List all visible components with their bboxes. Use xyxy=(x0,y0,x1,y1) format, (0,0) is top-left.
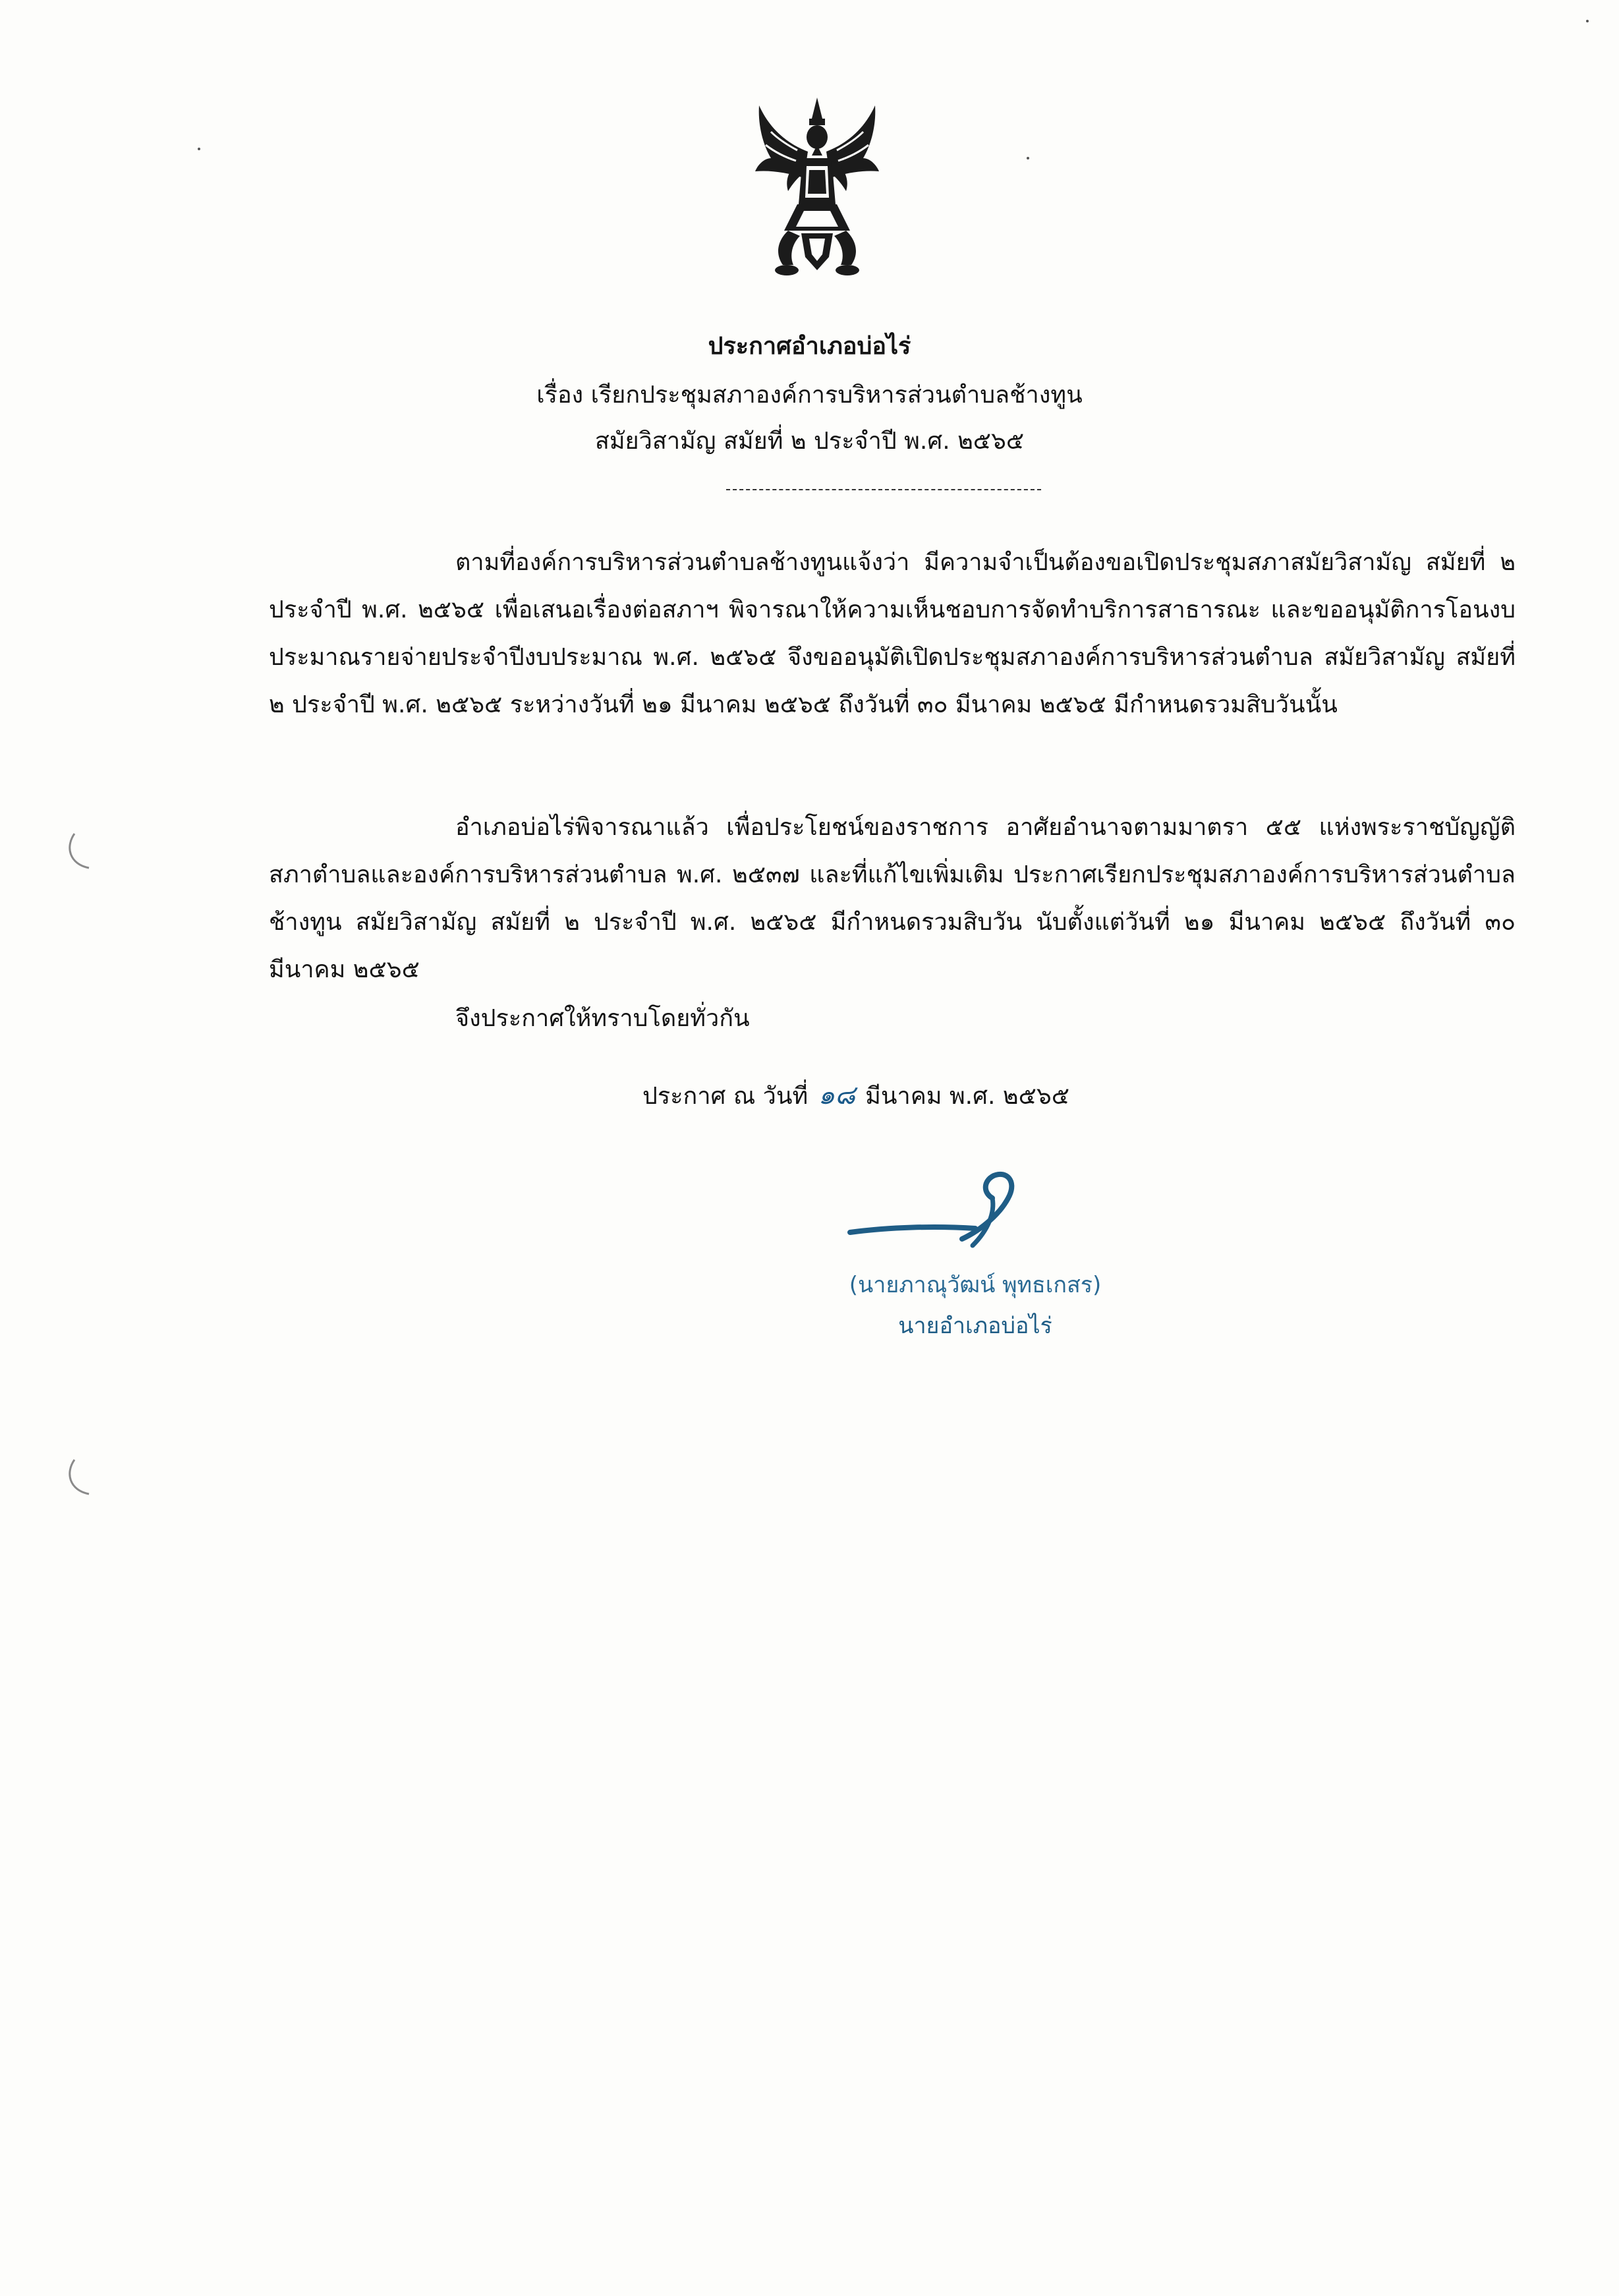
scan-speck xyxy=(1027,157,1029,159)
scan-speck xyxy=(1586,20,1589,22)
signer-position: นายอำเภอบ่อไร่ xyxy=(898,1313,1052,1339)
body-paragraph-1: ตามที่องค์การบริหารส่วนตำบลช้างทูนแจ้งว่า มีความจำเป็นต้องขอเปิดประชุมสภาสมัยวิสามัญ สมัยที่ ๒ ประจำปี พ.ศ. ๒๕๖๕ เพื่อเสนอเรื่องต่อสภาฯ พิจารณาให้ความเห็นชอบการจัดทำบริการสาธารณะ และขออนุมัติการโอนงบประมาณรายจ่ายประจำปีงบประมาณ พ.ศ. ๒๕๖๕ จึงขออนุมัติเปิดประชุมสภาองค์การบริหารส่วนตำบล สมัยวิสามัญ สมัยที่ ๒ ประจำปี พ.ศ. ๒๕๖๕ ระหว่างวันที่ ๒๑ มีนาคม ๒๕๖๕ ถึงวันที่ ๓๐ มีนาคม ๒๕๖๕ มีกำหนดรวมสิบวันนั้น xyxy=(269,549,1516,718)
notice-subject: เรื่อง เรียกประชุมสภาองค์การบริหารส่วนตำบลช้างทูน xyxy=(536,382,1083,409)
dateline-suffix: มีนาคม พ.ศ. ๒๕๖๕ xyxy=(865,1083,1069,1110)
dateline-day-handwritten: ๑๘ xyxy=(818,1080,855,1110)
title-divider xyxy=(726,489,1041,490)
scan-speck xyxy=(198,148,200,150)
punch-hole-mark xyxy=(63,827,109,873)
announcement-dateline xyxy=(642,1079,1069,1112)
garuda-emblem xyxy=(751,92,883,290)
body-paragraph-2: อำเภอบ่อไร่พิจารณาแล้ว เพื่อประโยชน์ของราชการ อาศัยอำนาจตามมาตรา ๕๕ แห่งพระราชบัญญัติสภาตำบลและองค์การบริหารส่วนตำบล พ.ศ. ๒๕๓๗ และที่แก้ไขเพิ่มเติม ประกาศเรียกประชุมสภาองค์การบริหารส่วนตำบลช้างทูน สมัยวิสามัญ สมัยที่ ๒ ประจำปี พ.ศ. ๒๕๖๕ มีกำหนดรวมสิบวัน นับตั้งแต่วันที่ ๒๑ มีนาคม ๒๕๖๕ ถึงวันที่ ๓๐ มีนาคม ๒๕๖๕ xyxy=(269,814,1516,983)
handwritten-signature xyxy=(837,1166,1048,1272)
dateline-prefix: ประกาศ ณ วันที่ xyxy=(642,1083,809,1110)
signer-name: (นายภาณุวัฒน์ พุทธเกสร) xyxy=(849,1272,1102,1298)
notice-session: สมัยวิสามัญ สมัยที่ ๒ ประจำปี พ.ศ. ๒๕๖๕ xyxy=(594,428,1025,455)
punch-hole-mark xyxy=(63,1453,109,1499)
body-paragraph-3: จึงประกาศให้ทราบโดยทั่วกัน xyxy=(455,1005,750,1032)
notice-title: ประกาศอำเภอบ่อไร่ xyxy=(708,333,911,360)
